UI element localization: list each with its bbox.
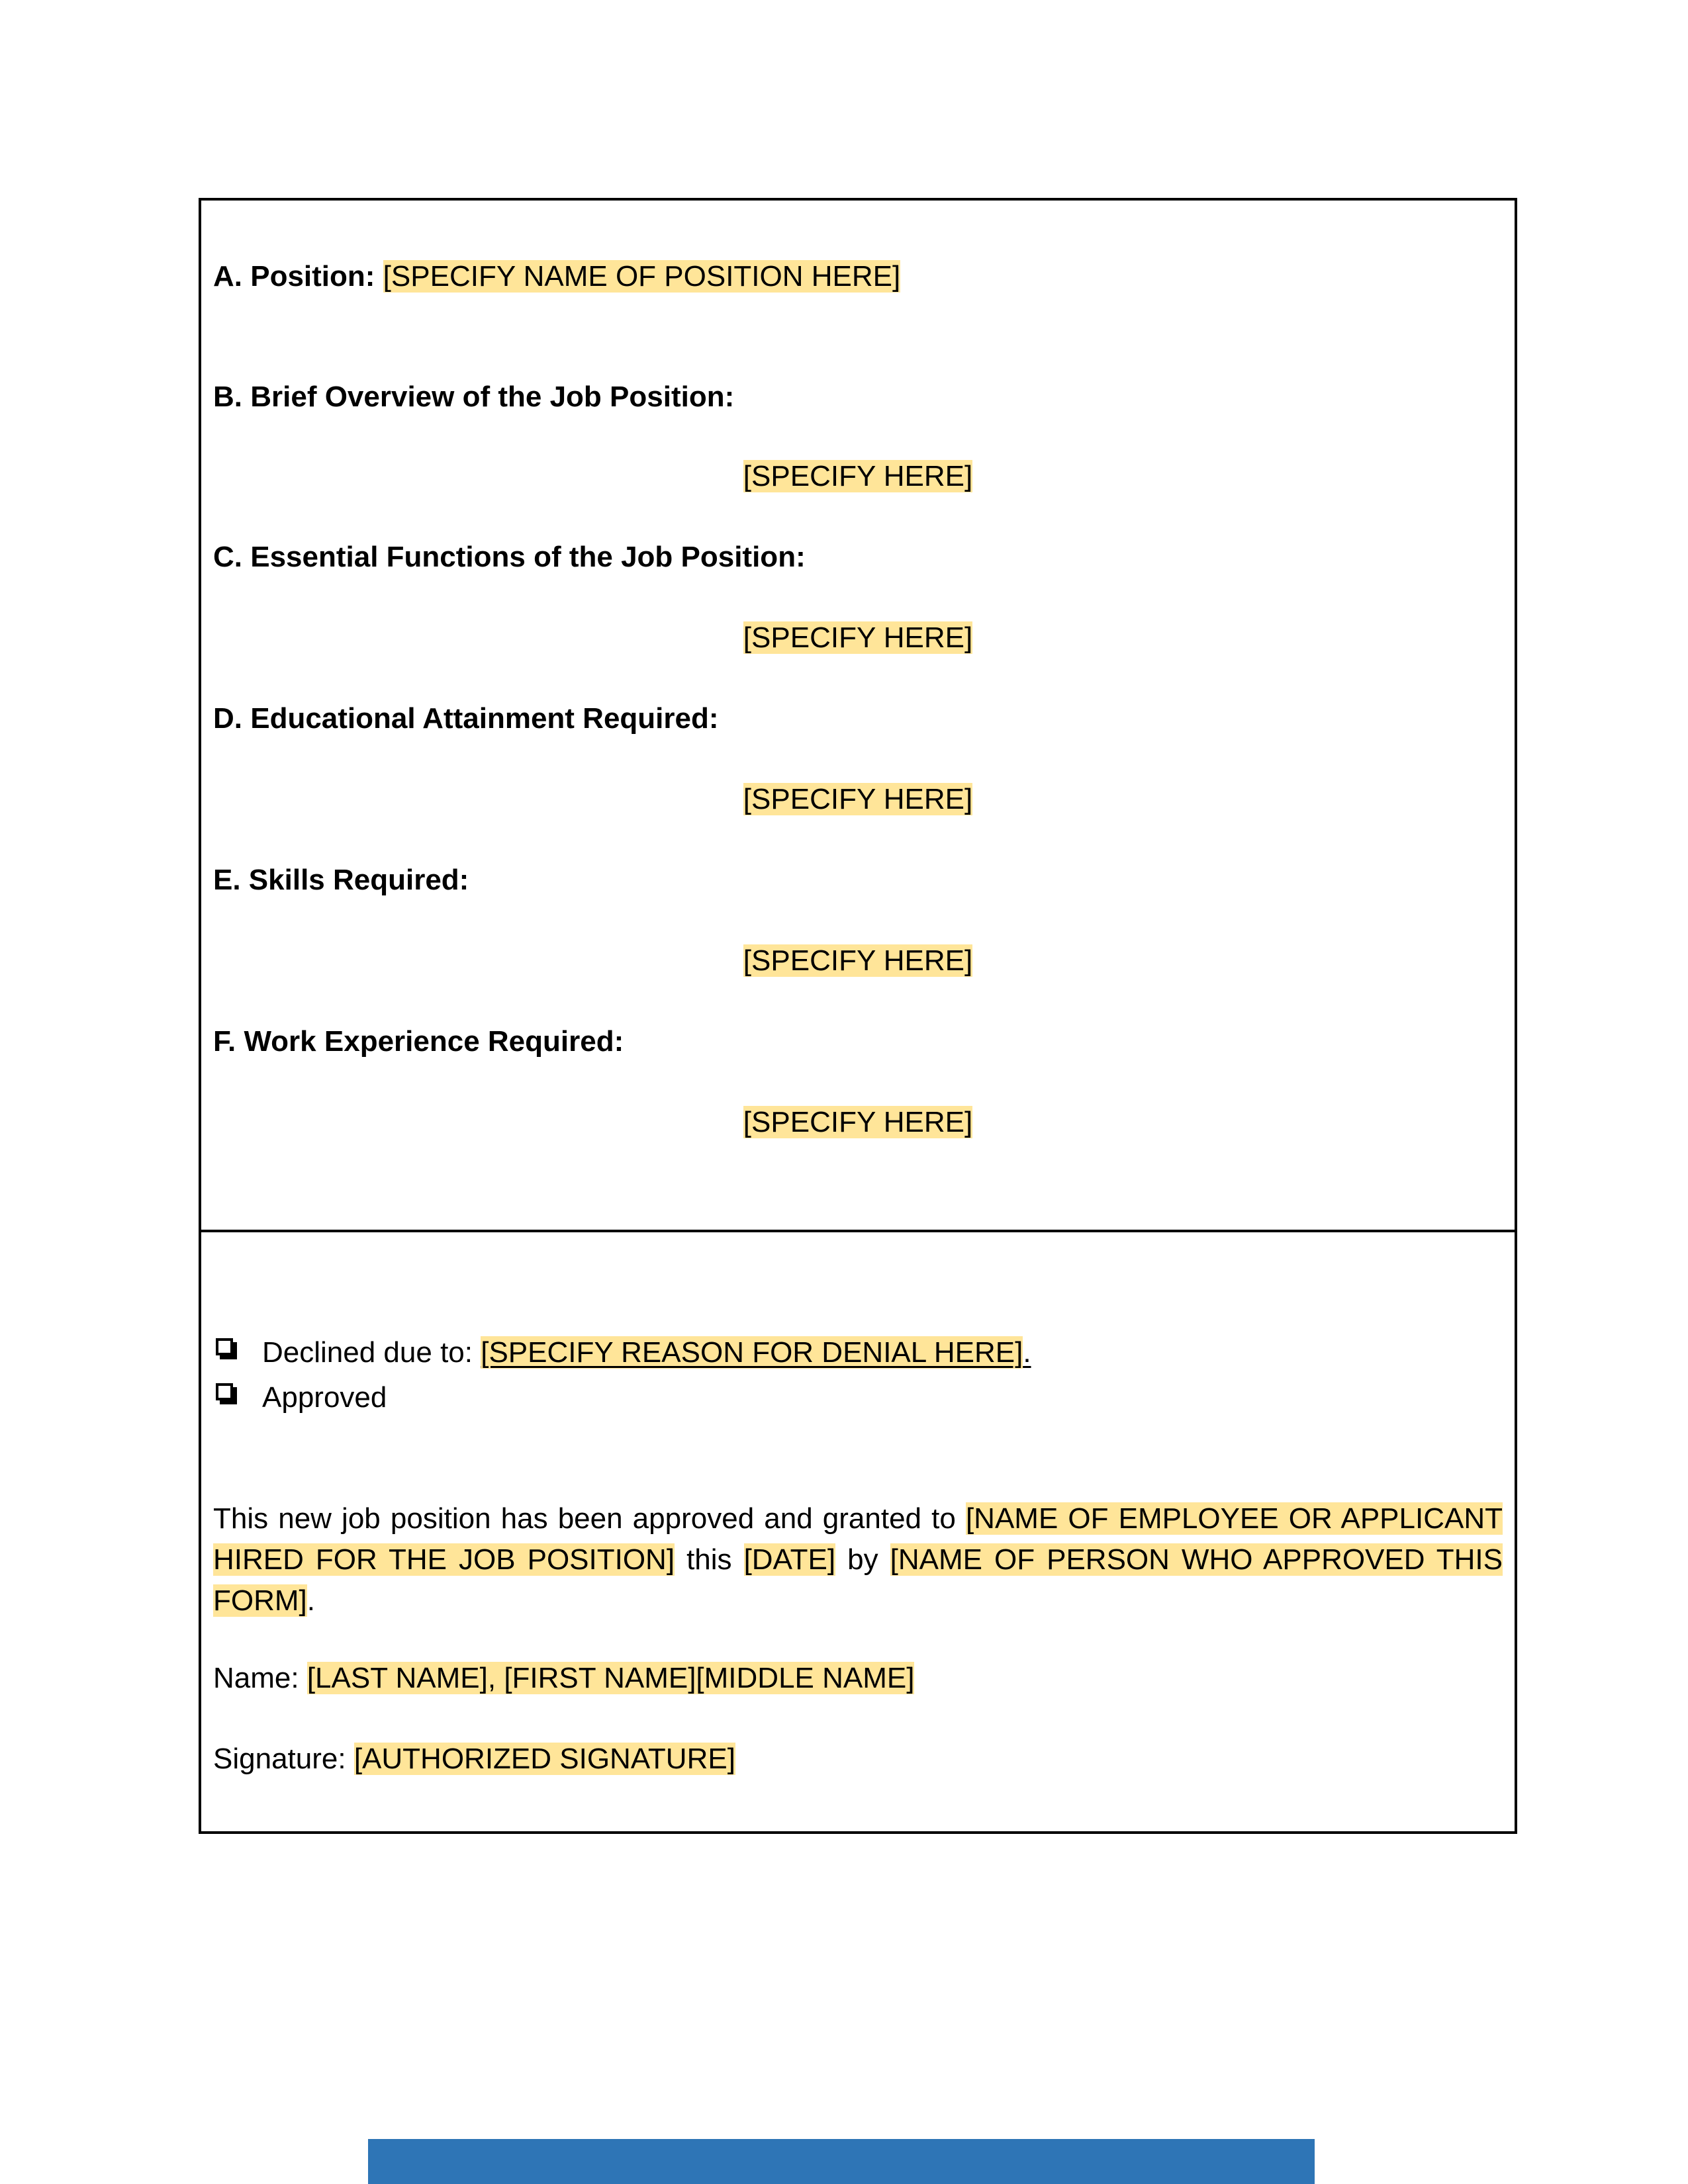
education-label: D. Educational Attainment Required: xyxy=(213,702,719,735)
signature-row xyxy=(213,1739,735,1779)
position-label: A. Position: xyxy=(213,260,375,293)
approver-name-field[interactable]: [NAME OF PERSON WHO APPROVED THIS FORM] xyxy=(213,1543,1503,1617)
experience-row xyxy=(199,1103,1517,1142)
declined-checkbox[interactable] xyxy=(216,1338,233,1355)
section-divider xyxy=(199,1230,1517,1232)
approval-text-4: . xyxy=(306,1584,315,1617)
functions-field[interactable]: [SPECIFY HERE] xyxy=(743,621,973,654)
position-field[interactable]: [SPECIFY NAME OF POSITION HERE] xyxy=(383,260,901,293)
experience-label: F. Work Experience Required: xyxy=(213,1025,624,1058)
declined-period: . xyxy=(1023,1336,1031,1369)
skills-label: E. Skills Required: xyxy=(213,864,469,896)
approval-text-3: by xyxy=(847,1543,878,1576)
employee-name-field[interactable]: [NAME OF EMPLOYEE OR APPLICANT HIRED FOR THE JOB POSITION] xyxy=(213,1502,1503,1576)
denial-reason-field[interactable]: [SPECIFY REASON FOR DENIAL HERE] xyxy=(481,1336,1023,1369)
approved-label: Approved xyxy=(262,1381,387,1414)
overview-field[interactable]: [SPECIFY HERE] xyxy=(743,460,973,492)
education-field[interactable]: [SPECIFY HERE] xyxy=(743,783,973,815)
approved-checkbox[interactable] xyxy=(216,1383,233,1400)
declined-row xyxy=(262,1333,1031,1373)
date-field[interactable]: [DATE] xyxy=(743,1543,836,1576)
skills-field[interactable]: [SPECIFY HERE] xyxy=(743,944,973,977)
name-row xyxy=(213,1659,914,1698)
skills-row xyxy=(199,941,1517,981)
signature-field[interactable]: [AUTHORIZED SIGNATURE] xyxy=(353,1743,735,1775)
name-label: Name: xyxy=(213,1662,299,1694)
education-row xyxy=(199,780,1517,819)
functions-row xyxy=(199,618,1517,658)
approval-text-2: this xyxy=(686,1543,732,1576)
approval-text-1: This new job position has been approved and granted to xyxy=(213,1502,956,1535)
footer-bar xyxy=(368,2139,1315,2184)
position-row xyxy=(213,257,900,296)
overview-row xyxy=(199,457,1517,496)
declined-label: Declined due to: xyxy=(262,1336,473,1369)
approval-statement xyxy=(213,1498,1503,1621)
functions-label: C. Essential Functions of the Job Position: xyxy=(213,541,806,573)
experience-field[interactable]: [SPECIFY HERE] xyxy=(743,1106,973,1138)
overview-label: B. Brief Overview of the Job Position: xyxy=(213,381,735,413)
name-field[interactable]: [LAST NAME], [FIRST NAME][MIDDLE NAME] xyxy=(306,1662,915,1694)
signature-label: Signature: xyxy=(213,1743,346,1775)
